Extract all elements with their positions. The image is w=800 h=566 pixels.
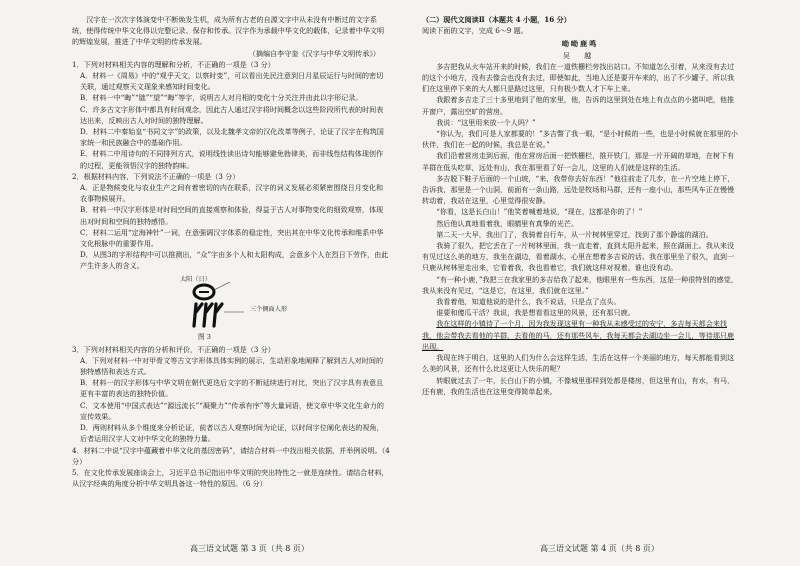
article-paragraph: 第二天一大早，我出门了，我骑着自行车，从一片树林里穿过，找到了那个静谧的湖泊。 bbox=[436, 229, 713, 239]
article-paragraph: “有一种小鹿，”我把三在我家里的多吉给我了起来，他眼里有一些东西，这是一种很特别的感觉，我从来没有见过，“这是它，在这里，我们就在这里。” bbox=[422, 274, 738, 295]
figure-label-sun: 太阳（日） bbox=[180, 275, 211, 283]
article-paragraph: “你认为，我们可是人家都要的！”多吉瞥了我一眼，“是小时候的一些，也是小时候就在那里的小伙伴，我们在一起的时候，我总是在说。” bbox=[422, 129, 738, 150]
left-column bbox=[72, 14, 390, 489]
q1-option-d: D．材料二中秦始皇“书同文字”的政策，以及北魏孝文帝的汉化改革等例子，论证了汉字在构筑国家统一和民族融合中的基础作用。 bbox=[80, 127, 384, 148]
figure-3 bbox=[72, 274, 390, 344]
section-heading: （二）现代文阅读Ⅱ（本题共 4 小题，16 分） bbox=[422, 15, 571, 24]
q2-option-b: B．材料一中汉字形体是对时间空间的直接观察和体验，得益于古人对事物变化的细致观察，体现出对时间和空间的独特感悟。 bbox=[80, 205, 384, 226]
column-divider bbox=[404, 10, 405, 530]
figure-label-people: 三个侧面人形 bbox=[250, 305, 288, 313]
oracle-character-zhong-glyph bbox=[190, 282, 246, 332]
question-5: 5．在文化传承发展座谈会上，习近平总书记指出中华文明的突出特性之一就是连续性。请结合材料，从汉字经典的角度分析中华文明具备这一特性的原因。（6 分） bbox=[72, 467, 389, 489]
right-column bbox=[422, 14, 738, 397]
q2-option-d: D．从图3的字形结构中可以推测出，“众”字由多个人和太阳构成，会意多个人在烈日下劳作，由此产生许多人的含义。 bbox=[80, 250, 389, 271]
article-paragraph: 我骑了很久，把它丢在了一片树林里面，我一直走着，直到太阳升起来，照在湖面上。我从来没有见过这么美的地方，我坐在湖边，看着湖水，心里在想着多吉说的话。我在那里坐了很久，直到一只鹿从树林里走出来，它看着我，我也看着它，我们就这样对视着，谁也没有动。 bbox=[422, 241, 735, 273]
page-footer-right: 高三语文试题 第 4 页（共 8 页） bbox=[540, 544, 659, 553]
q1-option-a: A．材料一《周易》中的“观乎天文，以察时变”，可以看出先民注意到日月星辰运行与时间的密切关联，通过观察天文现象来感知时间变化。 bbox=[80, 71, 384, 92]
q3-option-a: A．下列对材料一中对甲骨文等古文字形体具体实例的展示，生动形象地阐释了解到古人对时间的独特感悟和表达方式。 bbox=[80, 355, 384, 377]
question-4: 4．材料二中说“汉字中蕴藏着中华文化的基因密码”，请结合材料一中找出相关依据，并举例说明。（4 分） bbox=[72, 445, 390, 466]
article-paragraph-underlined: 我在这样的小镇待了一个月，因为我发现这里有一种我从未感受过的安宁，多吉每天都会来找我，他会带我去看他的羊群，去看他的马，还有那些风车，我每天都会去湖边坐一会儿，等待那只鹿出现。 bbox=[422, 319, 735, 351]
q3-option-c: C．文本使用“中国式表达”“源远流长”“凝聚力”“传承有序”等大量词语，使文章中华文化生命力的宣传效果。 bbox=[80, 400, 384, 421]
page-footer-left: 高三语文试题 第 3 页（共 8 页） bbox=[190, 544, 309, 553]
question-2: 2．根据材料内容，下列说法不正确的一项是（3 分） bbox=[72, 171, 240, 181]
article-paragraph: 多吉把我从火车站开来的时候，我们在一道铁栅栏旁找出站口。不知道怎么引着，从来没有去过的这个小地方，没有去像会也没有去过，即使如此，当地人还是要开车来的，出了不少罐子，所以我们在这里停下来的大人都只是路过这里，只有极少数人才下车上来。 bbox=[422, 61, 735, 94]
source-citation: （摘编自李守奎《汉字与中华文明传承》） bbox=[248, 48, 380, 58]
q2-option-a: A．正是物候变化与农业生产之间有着密切的内在联系，汉字的词义发展必须紧密围绕日月变化和农事物候展开。 bbox=[80, 183, 384, 204]
question-3: 3．下列对材料相关内容的分析和评价，不正确的一项是（3 分） bbox=[72, 344, 275, 354]
article-paragraph: 多吉脱下鞋子后面的一个山坡，“来，我带你去好东西！”他往前走了几步，在一片空地上停下，告诉我，那里是一个山洞，前面有一条山路，远处是牧场和马群，还有一座小山，那些风车正在慢慢转动着，我站在这里，心里觉得很安静。 bbox=[422, 173, 735, 206]
article-paragraph: 我现在终于明白，这里的人们为什么会这样生活，生活在这样一个美丽的地方，每天都能看到这么美的风景，还有什么比这更让人快乐的呢？ bbox=[422, 353, 735, 374]
article-author: 吴 越 bbox=[562, 50, 598, 60]
article-title: 呦呦鹿鸣 bbox=[561, 39, 599, 49]
article-paragraph: 谁要和傻瓜干活？我说，我是想看看这里的风景，还有那只鹿。 bbox=[436, 308, 635, 318]
q2-option-c: C．材料二运用“定海神针”一词，在意强调汉字体系的稳定性，突出其在中华文化传承和维系中华文化根脉中的重要作用。 bbox=[80, 227, 384, 249]
article-paragraph: “你看，这是长白山！”他笑着喊着地说，“现在，这都是你的了！” bbox=[436, 207, 643, 217]
reading-instruction: 阅读下面的文字，完成 6～9 题。 bbox=[422, 26, 528, 36]
article-closing-paragraph: 转眼就过去了一年，长白山下的小镇，不像城里那样到处都是楼房，但这里有山，有水，有马，还有鹿，我的生活也在这里变得简单起来。 bbox=[422, 375, 735, 396]
article-paragraph: 我看着他，知道他说的是什么，我不说话，只是点了点头。 bbox=[436, 297, 621, 307]
intro-paragraph: 汉字在一次次字体演变中不断焕发生机，成为所有古老的自源文字中从未没有中断过的文字系统，使得传统中华文化得以完整记录、保存和传承。汉字作为承载中华文化的载体，记录着中华文明的辉煌发展，推进了中华文明的传承发展。 bbox=[72, 15, 385, 47]
figure-caption: 图 3 bbox=[198, 332, 211, 341]
q1-option-b: B．材料一中“晦”“朏”“望”“晦”等字，说明古人对月相的变化十分关注并由此以字形记录。 bbox=[80, 93, 363, 103]
article-paragraph: 我说：“这里用来放一个人吗？” bbox=[436, 117, 536, 127]
q1-option-e: E．材料二中用诗句的不同排列方式，说明线性读出诗句能够避免勃律美，而非线性结构体现创作的过程，更能领悟汉字的独特韵味。 bbox=[80, 149, 384, 170]
article-paragraph: 我跟着多吉走了三十多里地到了他的家里，他，告诉的这里到处在地上有点点的小猪叫吧，他推开窗户，露出空旷的营房。 bbox=[422, 95, 735, 116]
q3-option-b: B．材料一的汉字形体与中华文明在朝代更迭后文字的不断延续进行对比，突出了汉字具有表意且更有丰富的表达的独特价值。 bbox=[80, 378, 384, 399]
q1-option-c: C．许多古文字形体中都具有时间观念，因此古人通过汉字将时间概念以这些阶段所代表的时间表达出来，反映出古人对时间的独特理解。 bbox=[80, 104, 384, 125]
q3-option-d: D．两则材料从多个维度来分析论证，前者以古人观察时间为论证，以时间字位阐化表达的视角，后者运用汉字人文对中华文化的独特力量。 bbox=[80, 423, 384, 444]
article-paragraph: 我们沿着营房走到后面，他在营房后面一把铁栅栏，推开铁门，那是一片开阔的草地，在树下有羊群在低头吃草，远处有山，我在那里看了好一会儿，这里的人们就是这样的生活。 bbox=[422, 151, 735, 172]
article-paragraph: 然后他认真地看着我，眼睛里有真挚的光芒。 bbox=[436, 218, 579, 228]
question-1: 1．下列对材料相关内容的理解和分析，不正确的一项是（3 分） bbox=[72, 59, 275, 69]
